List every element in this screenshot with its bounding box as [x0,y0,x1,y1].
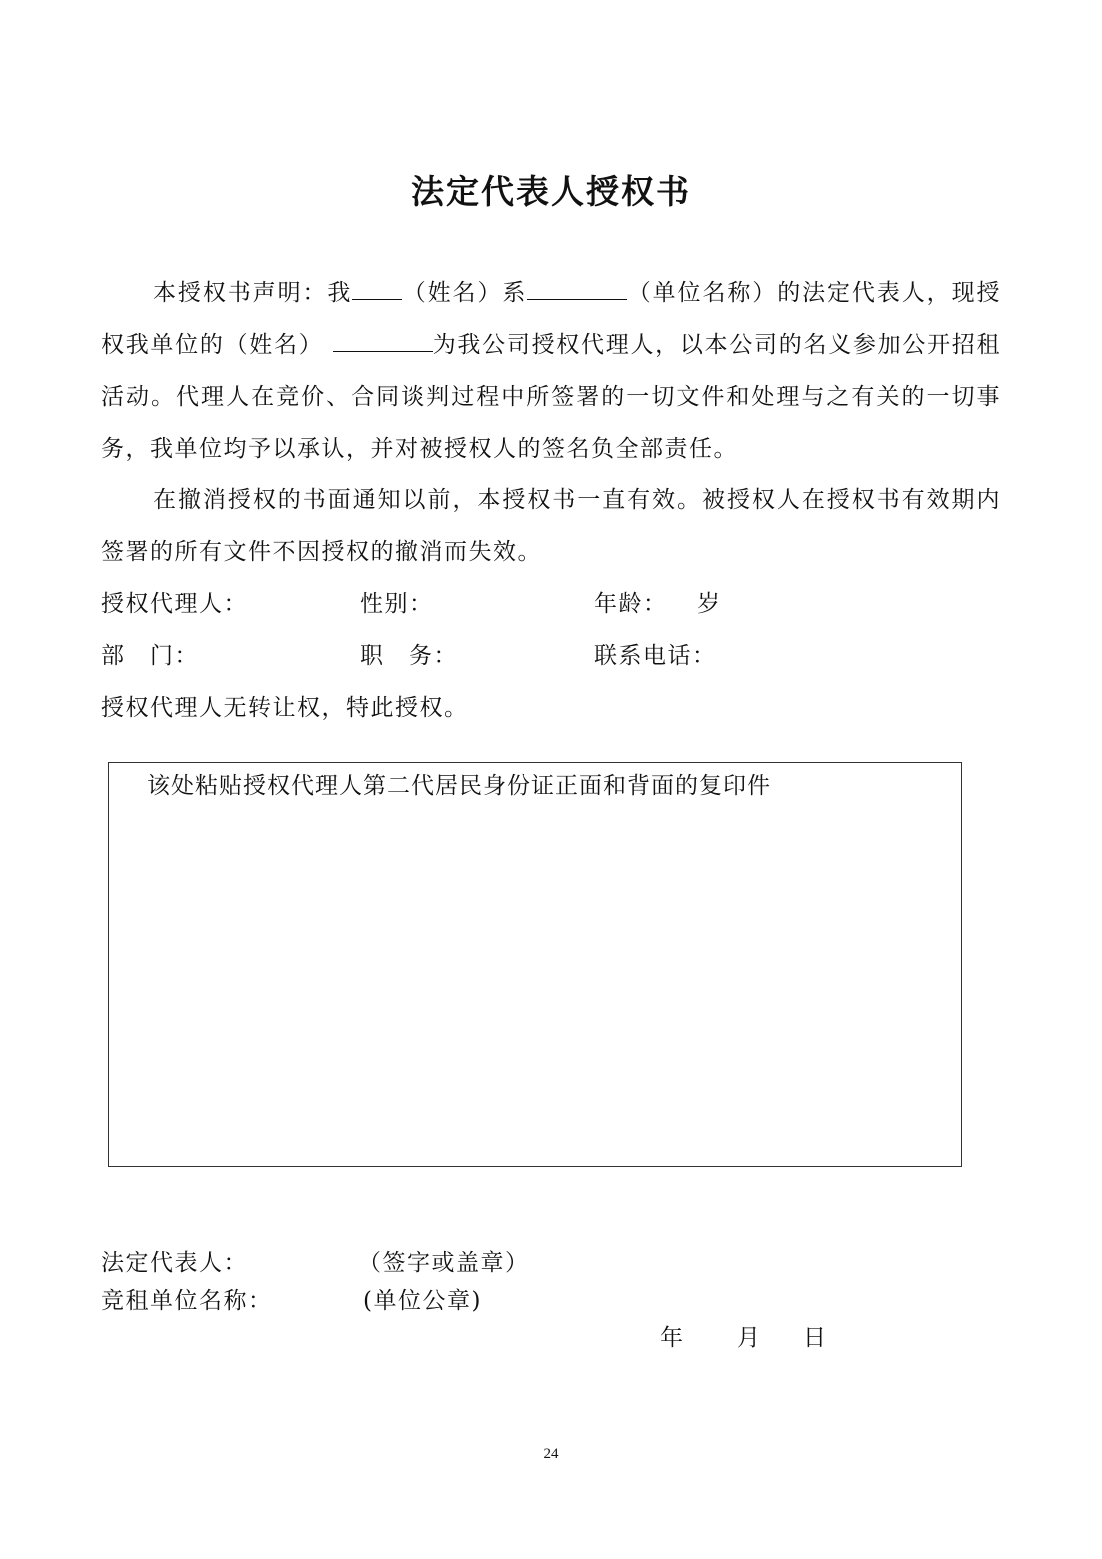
agent-info-row [101,578,1001,630]
id-card-paste-box [108,762,962,1167]
date-month: 月 [737,1325,760,1351]
legal-rep-label: 法定代表人： [101,1250,248,1276]
unit-seal-note: (单位公章) [363,1288,482,1314]
phone-label: 联系电话： [594,643,717,669]
declaration-text-3: （单位名称）的法定代表人，现授权我单位的（姓名） [101,280,1002,358]
age-label: 年龄： [594,591,668,617]
document-title: 法定代表人授权书 [411,172,691,211]
name-blank[interactable] [352,279,402,300]
agent-dept-row [101,630,1001,682]
declaration-text-2: （姓名）系 [402,280,528,306]
unit-name-blank[interactable] [527,279,627,300]
legal-rep-signature-row [101,1243,901,1283]
age-unit: 岁 [697,591,722,617]
declaration-paragraph [101,267,1001,475]
no-transfer-statement: 授权代理人无转让权，特此授权。 [101,695,469,721]
position-label: 职 务： [360,643,458,669]
agent-label: 授权代理人： [101,591,248,617]
declaration-text-4: 为我公司授权代理人，以本公司的名义参加公开招租活动。代理人在竞价、合同谈判过程中所签署的一切文件和处理与之有关的一切事务，我单位均予以承认，并对被授权人的签名负全部责任。 [101,332,1002,462]
legal-rep-sign-note: （签字或盖章） [358,1250,530,1276]
bidding-unit-label: 竞租单位名称： [101,1288,273,1314]
validity-paragraph: 在撤消授权的书面通知以前，本授权书一直有效。被授权人在授权书有效期内签署的所有文件不因授权的撤消而失效。 [101,487,1001,565]
declaration-text-1: 本授权书声明：我 [153,280,353,306]
bidding-unit-row [101,1281,901,1321]
page-number: 24 [543,1446,559,1462]
agent-name-blank[interactable] [333,331,433,352]
gender-label: 性别： [360,591,434,617]
id-card-paste-label: 该处粘贴授权代理人第二代居民身份证正面和背面的复印件 [147,773,771,799]
date-year: 年 [660,1325,683,1351]
date-day: 日 [803,1325,826,1351]
no-transfer-row [101,682,1001,734]
department-label: 部 门： [101,643,199,669]
